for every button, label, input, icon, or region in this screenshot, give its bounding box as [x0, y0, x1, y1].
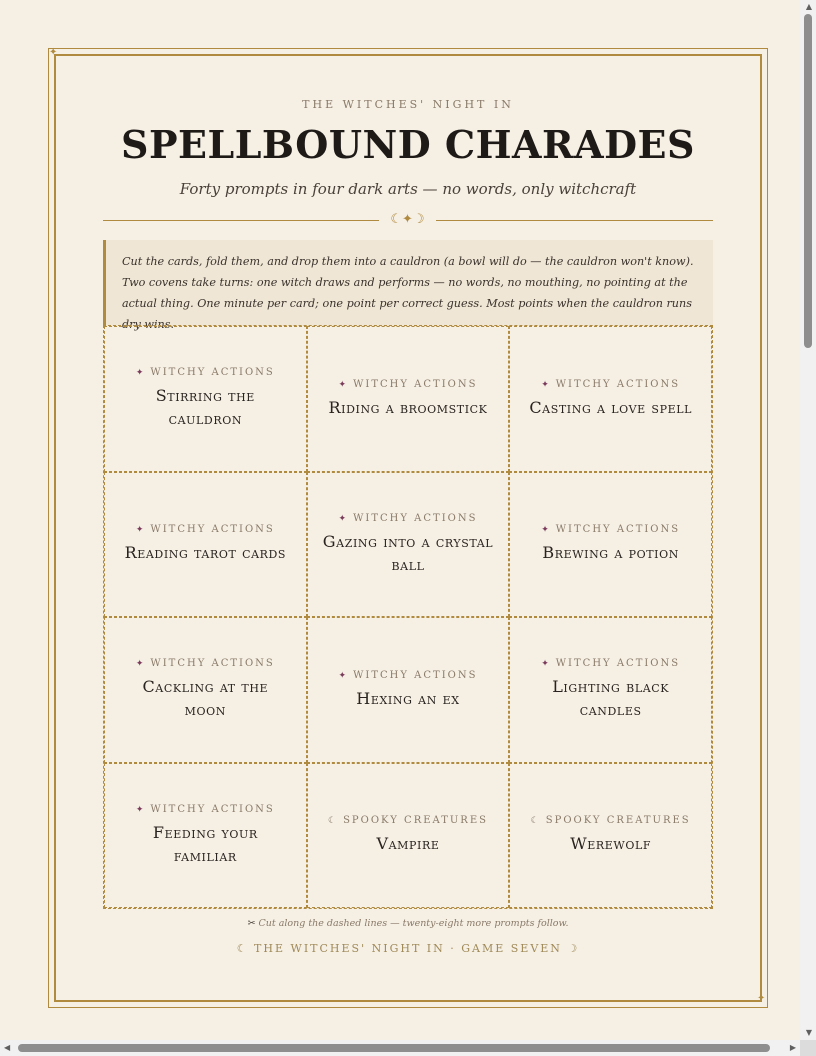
moon-icon: ☾: [530, 816, 541, 827]
star-icon: ✦: [135, 368, 146, 379]
divider-left: [103, 220, 379, 221]
card-prompt: Feeding your familiar: [152, 822, 258, 865]
card-category-label: WITCHY ACTIONS: [353, 669, 478, 681]
cut-note-text: Cut along the dashed lines — twenty-eight more prompts follow.: [258, 918, 569, 929]
scissors-icon: ✂: [247, 918, 256, 929]
card-category-label: WITCHY ACTIONS: [150, 367, 275, 379]
vertical-scroll-thumb[interactable]: [804, 14, 812, 348]
card-category: [136, 367, 275, 378]
star-icon: ✦: [541, 525, 551, 536]
charade-card: [307, 326, 510, 472]
card-category: [136, 804, 275, 815]
charade-card: [104, 617, 307, 763]
card-category-label: WITCHY ACTIONS: [353, 378, 478, 390]
horizontal-scroll-thumb[interactable]: [18, 1044, 770, 1052]
horizontal-scrollbar[interactable]: [0, 1040, 800, 1056]
card-category: [328, 815, 488, 826]
scroll-down-arrow-icon[interactable]: ▼: [805, 1028, 812, 1037]
star-icon: ✦: [135, 525, 146, 536]
card-category-label: SPOOKY CREATURES: [545, 815, 691, 827]
page-title: SPELLBOUND CHARADES: [121, 122, 695, 167]
moon-star-ornament-icon: ☾✦☽: [390, 212, 425, 227]
charade-card: [509, 472, 712, 618]
card-category-label: WITCHY ACTIONS: [353, 512, 478, 524]
card-prompt: Vampire: [376, 834, 440, 854]
card-category: [339, 513, 478, 524]
cut-note: [0, 918, 816, 929]
card-prompt: Riding a broomstick: [328, 397, 488, 417]
vertical-scrollbar[interactable]: [800, 0, 816, 1040]
charade-card: [307, 617, 510, 763]
card-category-label: WITCHY ACTIONS: [555, 524, 681, 536]
star-icon: ✦: [338, 379, 349, 390]
corner-star-icon: ✦: [757, 993, 766, 1004]
card-category-label: WITCHY ACTIONS: [555, 658, 681, 670]
charade-card: [509, 326, 712, 472]
card-category-label: WITCHY ACTIONS: [555, 378, 681, 390]
card-category-label: WITCHY ACTIONS: [150, 658, 275, 670]
star-icon: ✦: [338, 513, 349, 524]
card-category-label: SPOOKY CREATURES: [343, 815, 488, 827]
page-kicker: THE WITCHES' NIGHT IN: [302, 98, 514, 111]
charade-card: [104, 472, 307, 618]
card-prompt: Gazing into a crystal ball: [322, 531, 494, 574]
card-prompt: Hexing an ex: [356, 688, 460, 708]
card-prompt: Reading tarot cards: [124, 543, 287, 563]
card-category: [339, 670, 478, 681]
star-icon: ✦: [135, 659, 146, 670]
card-category: [136, 524, 275, 535]
card-category: [541, 379, 680, 390]
charade-card: [307, 472, 510, 618]
charade-card: [307, 763, 510, 909]
card-prompt: Lighting black candles: [552, 677, 670, 720]
moon-icon: ☾: [328, 816, 339, 827]
card-category: [541, 524, 680, 535]
card-category: [541, 658, 680, 669]
card-category-label: WITCHY ACTIONS: [150, 524, 275, 536]
divider-right: [436, 220, 713, 221]
star-icon: ✦: [541, 659, 551, 670]
page-footer: ☾ THE WITCHES' NIGHT IN · GAME SEVEN ☽: [236, 942, 580, 955]
charade-card: [104, 326, 307, 472]
scroll-left-arrow-icon[interactable]: ◀: [4, 1043, 11, 1052]
charade-card: [509, 617, 712, 763]
card-category-label: WITCHY ACTIONS: [150, 803, 275, 815]
charade-card: [104, 763, 307, 909]
star-icon: ✦: [338, 670, 349, 681]
card-category: [339, 379, 478, 390]
scroll-right-arrow-icon[interactable]: ▶: [789, 1043, 796, 1052]
card-category: [136, 658, 275, 669]
star-icon: ✦: [541, 379, 551, 390]
instructions-box: Cut the cards, fold them, and drop them into a cauldron (a bowl will do — the cauldron won't know). Two covens take turns: one witch draws and performs — no words, no mouthing, no pointing at the actual thing. One minute per card; one point per correct guess. Most points when the cauldron runs dry wins.: [103, 240, 713, 326]
card-category: [531, 815, 691, 826]
card-grid: [103, 325, 713, 909]
star-icon: ✦: [135, 804, 146, 815]
charade-card: [509, 763, 712, 909]
page-subtitle: Forty prompts in four dark arts — no words, only witchcraft: [179, 180, 637, 198]
scrollbar-corner: [800, 1040, 816, 1056]
card-prompt: Cackling at the moon: [142, 677, 269, 720]
card-prompt: Werewolf: [570, 834, 652, 854]
card-prompt: Brewing a potion: [542, 543, 679, 563]
corner-star-icon: ✦: [49, 47, 58, 58]
card-prompt: Casting a love spell: [529, 397, 693, 417]
scroll-up-arrow-icon[interactable]: ▲: [805, 2, 812, 11]
card-prompt: Stirring the cauldron: [155, 386, 255, 429]
